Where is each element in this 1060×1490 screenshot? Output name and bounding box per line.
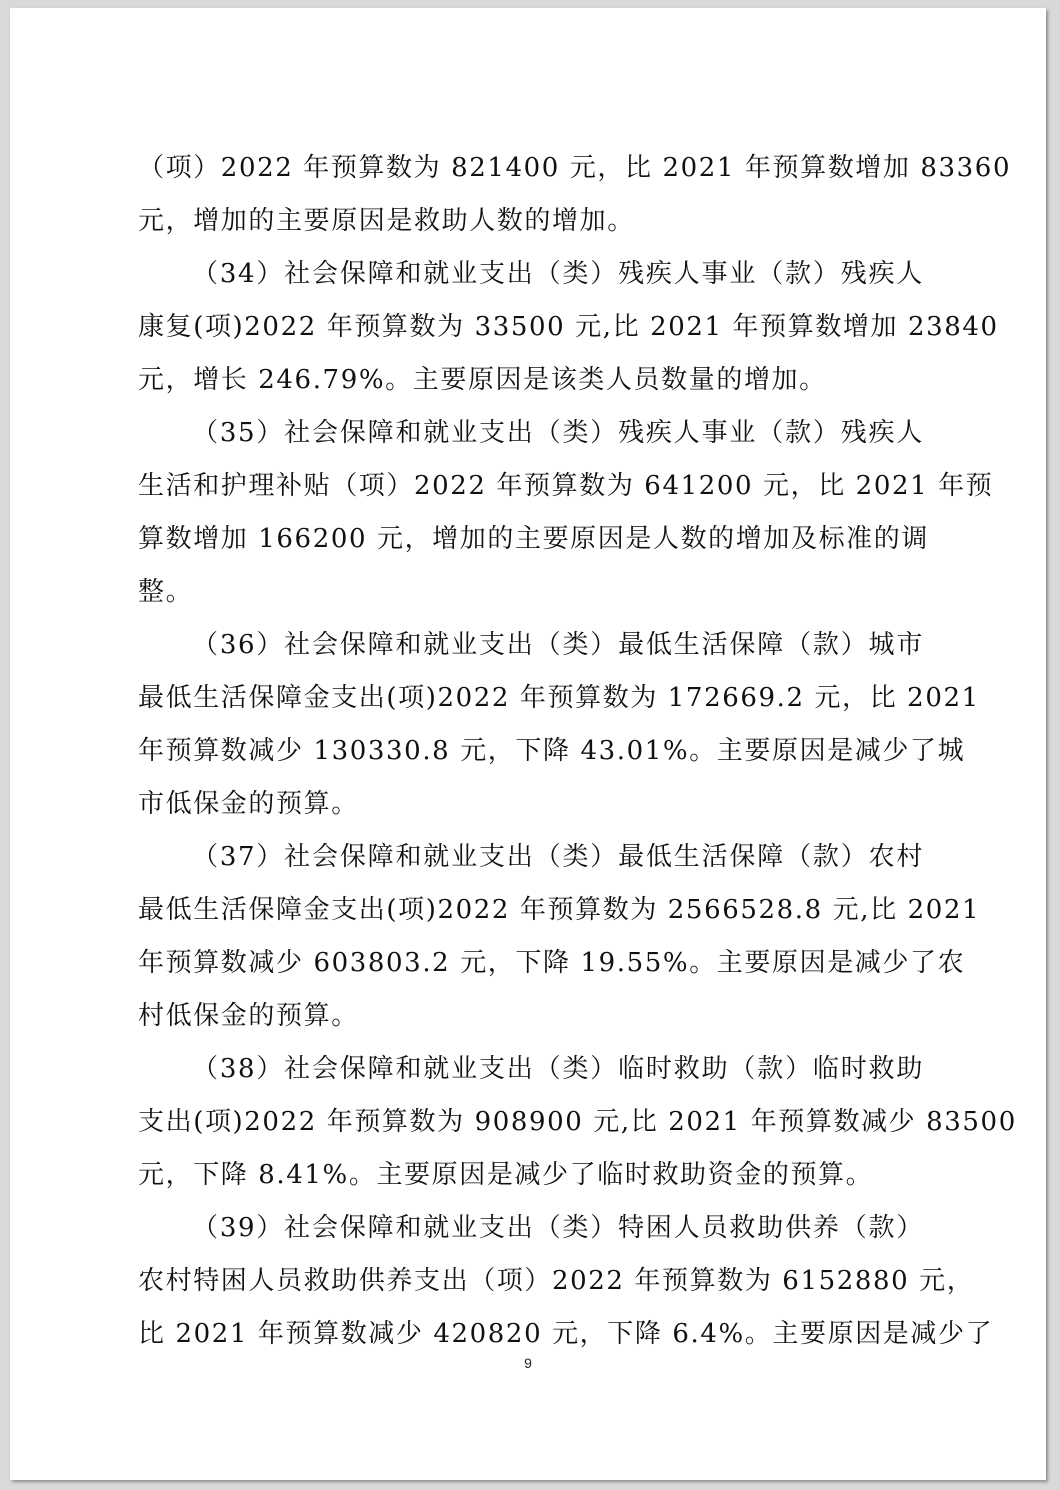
- text-line: 元，下降 8.41%。主要原因是减少了临时救助资金的预算。: [138, 1160, 874, 1190]
- text-line: 最低生活保障金支出(项)2022 年预算数为 2566528.8 元,比 2021: [138, 895, 981, 925]
- paragraph-start: （39）社会保障和就业支出（类）特困人员救助供养（款）: [192, 1213, 924, 1243]
- text-line: 康复(项)2022 年预算数为 33500 元,比 2021 年预算数增加 23840: [138, 312, 999, 342]
- text-line: （项）2022 年预算数为 821400 元，比 2021 年预算数增加 83360: [138, 153, 1012, 183]
- text-line: 元，增长 246.79%。主要原因是该类人员数量的增加。: [138, 365, 827, 395]
- paragraph-start: （36）社会保障和就业支出（类）最低生活保障（款）城市: [192, 630, 924, 660]
- paragraph-start: （38）社会保障和就业支出（类）临时救助（款）临时救助: [192, 1054, 924, 1084]
- paragraph-start: （37）社会保障和就业支出（类）最低生活保障（款）农村: [192, 842, 924, 872]
- text-line: 市低保金的预算。: [138, 789, 359, 819]
- text-line: 算数增加 166200 元，增加的主要原因是人数的增加及标准的调: [138, 524, 929, 554]
- text-line: 最低生活保障金支出(项)2022 年预算数为 172669.2 元，比 2021: [138, 683, 980, 713]
- text-line: 年预算数减少 603803.2 元，下降 19.55%。主要原因是减少了农: [138, 948, 966, 978]
- document-page: [10, 8, 1046, 1480]
- text-line: 元，增加的主要原因是救助人数的增加。: [138, 206, 635, 236]
- paragraph-start: （34）社会保障和就业支出（类）残疾人事业（款）残疾人: [192, 259, 924, 289]
- text-line: 支出(项)2022 年预算数为 908900 元,比 2021 年预算数减少 83500: [138, 1107, 1017, 1137]
- text-line: 村低保金的预算。: [138, 1001, 359, 1031]
- page-number: 9: [524, 1355, 532, 1371]
- text-line: 农村特困人员救助供养支出（项）2022 年预算数为 6152880 元，: [138, 1266, 975, 1296]
- text-line: 生活和护理补贴（项）2022 年预算数为 641200 元，比 2021 年预: [138, 471, 994, 501]
- paragraph-start: （35）社会保障和就业支出（类）残疾人事业（款）残疾人: [192, 418, 924, 448]
- text-line: 整。: [138, 577, 194, 607]
- text-line: 比 2021 年预算数减少 420820 元，下降 6.4%。主要原因是减少了: [138, 1319, 994, 1349]
- text-line: 年预算数减少 130330.8 元，下降 43.01%。主要原因是减少了城: [138, 736, 966, 766]
